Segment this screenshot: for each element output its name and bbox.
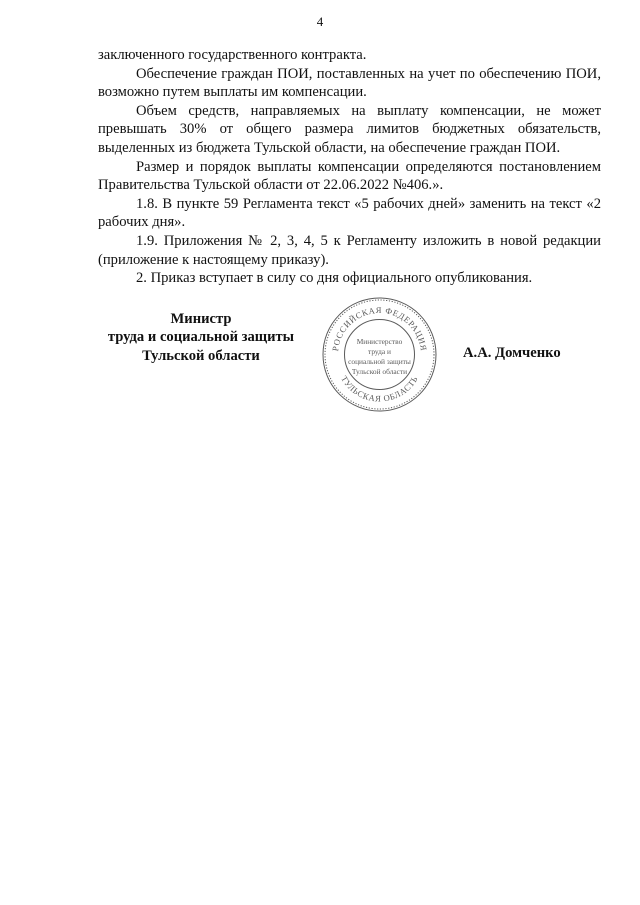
seal-line: Тульской области (351, 367, 408, 376)
official-seal (321, 296, 438, 413)
seal-text-top: РОССИЙСКАЯ ФЕДЕРАЦИЯ (330, 304, 429, 352)
seal-line: Министерство (356, 337, 403, 346)
signature-title-line: труда и социальной защиты (107, 329, 295, 346)
paragraph: 1.8. В пункте 59 Регламента текст «5 рабочих дней» заменить на текст «2 рабочих дня». (98, 195, 601, 231)
signature-name: А.А. Домченко (463, 345, 561, 361)
paragraph: 1.9. Приложения № 2, 3, 4, 5 к Регламенту изложить в новой редакции (приложение к настоящему приказу). (98, 232, 601, 268)
page-number: 4 (316, 14, 324, 29)
seal-line: труда и (368, 347, 391, 356)
paragraph: Обеспечение граждан ПОИ, поставленных на учет по обеспечению ПОИ, возможно путем выплаты им компенсации. (98, 65, 601, 101)
signature-title (98, 310, 304, 365)
paragraph: Объем средств, направляемых на выплату компенсации, не может превышать 30% от общего размера лимитов бюджетных обязательств, выделенных из бюджета Тульской области, на обеспечение граждан ПОИ. (98, 102, 601, 156)
signature-title-line: Министр (170, 311, 232, 327)
seal-line: социальной защиты (348, 357, 411, 366)
body-text (98, 46, 601, 288)
paragraph: 2. Приказ вступает в силу со дня официального опубликования. (136, 270, 533, 287)
paragraph: Размер и порядок выплаты компенсации определяются постановлением Правительства Тульской области от 22.06.2022 №406.». (98, 158, 601, 194)
paragraph: заключенного государственного контракта. (98, 47, 367, 63)
seal-text-bottom: ТУЛЬСКАЯ ОБЛАСТЬ (339, 373, 420, 404)
signature-title-line: Тульской области (142, 347, 260, 364)
svg-text:ТУЛЬСКАЯ ОБЛАСТЬ (339, 374, 420, 404)
seal-center-text (348, 337, 411, 376)
